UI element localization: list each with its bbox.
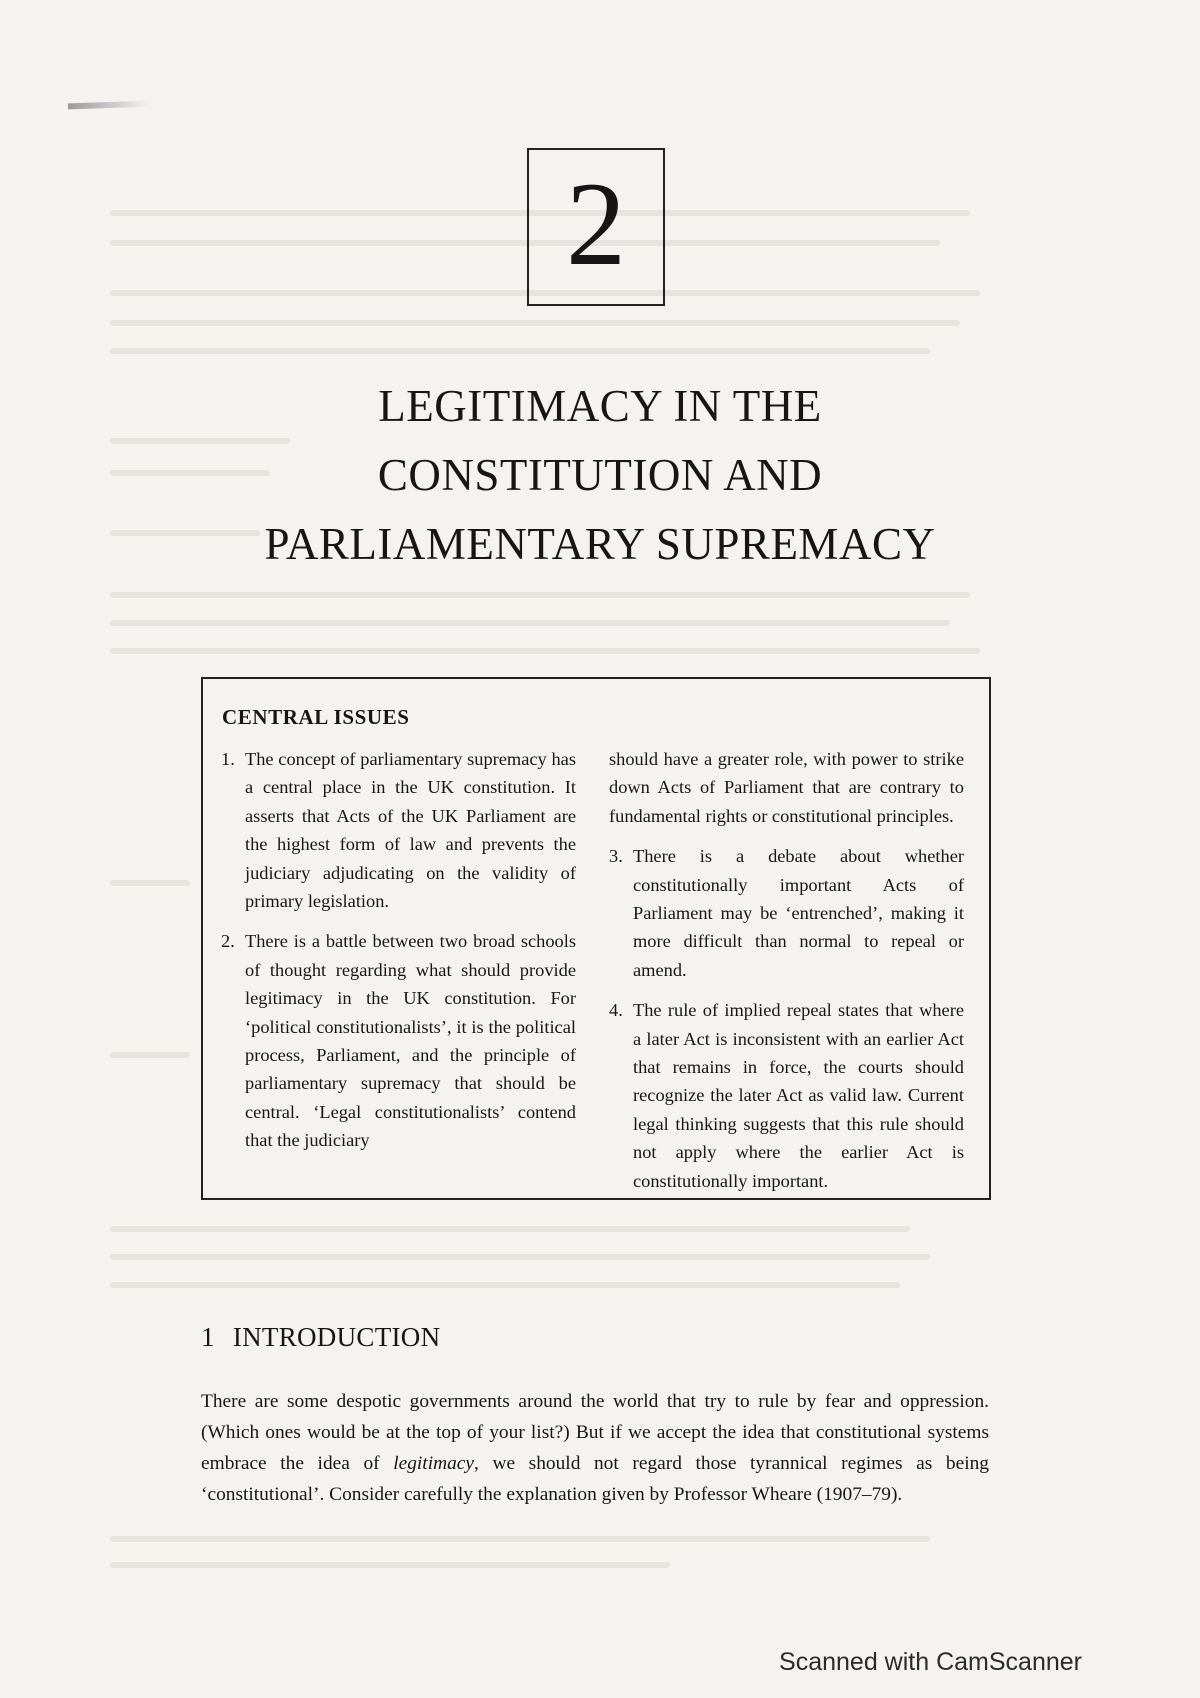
issue-text: The concept of parliamentary supremacy has a central place in the UK constitution. It asserts that Acts of the UK Parliament are the highest form of law and prevents the judiciary adjudicating on the validity of primary legislation. [245, 749, 576, 912]
issue-number: 4. [609, 1000, 623, 1021]
issue-item-2 [221, 927, 576, 1154]
issue-text: There is a battle between two broad schools of thought regarding what should provide legitimacy in the UK constitution. For ‘political constitutionalists’, it is the political process, Parliament, and the principle of parliamentary supremacy that should be central. ‘Legal constitutionalists’ contend that the judiciary [245, 931, 576, 1151]
issue-item-4 [609, 996, 964, 1195]
section-title: INTRODUCTION [232, 1322, 441, 1352]
central-issues-left-column [221, 745, 576, 1167]
issue-number: 3. [609, 846, 623, 867]
chapter-title [200, 372, 1000, 579]
section-number: 1 [201, 1322, 215, 1352]
central-issues-heading: CENTRAL ISSUES [222, 705, 410, 729]
issue-number: 1. [221, 749, 235, 769]
issue-text: There is a debate about whether constitutionally important Acts of Parliament may be ‘entrenched’, making it more difficult than normal to repeal or amend. [633, 846, 964, 980]
scanner-watermark: Scanned with CamScanner [779, 1648, 1082, 1676]
intro-emphasis: legitimacy [393, 1453, 474, 1474]
scan-smudge [68, 101, 150, 110]
chapter-title-line: CONSTITUTION AND [377, 450, 823, 500]
issue-item-1 [221, 745, 576, 915]
issue-text: The rule of implied repeal states that where a later Act is inconsistent with an earlier Act that remains in force, the courts should recognize the later Act as valid law. Current legal thinking suggests that this rule should not apply where the earlier Act is constitutionally important. [633, 1000, 964, 1191]
issue-number: 2. [221, 931, 235, 952]
chapter-title-line: PARLIAMENTARY SUPREMACY [264, 519, 936, 569]
chapter-number: 2 [566, 157, 626, 290]
section-heading [201, 1322, 440, 1353]
intro-text: , we should not regard those tyrannical regimes as being ‘constitutional’. Consider carefully the explanation given by Professor Wheare (1907–79). [201, 1453, 989, 1505]
chapter-title-line: LEGITIMACY IN THE [378, 381, 822, 431]
issue-item-2-continuation: should have a greater role, with power to strike down Acts of Parliament that are contrary to fundamental rights or constitutional principles. [609, 749, 964, 826]
issue-item-3 [609, 842, 964, 984]
chapter-number-box [527, 148, 665, 306]
intro-text: There are some despotic governments around the world that try to rule by fear and oppression. (Which ones would be at the top of your list?) But if we accept the idea that constitutional systems embrace the idea of [201, 1391, 989, 1474]
intro-paragraph [201, 1386, 989, 1510]
central-issues-right-column [609, 745, 964, 1207]
central-issues-box [201, 677, 991, 1200]
